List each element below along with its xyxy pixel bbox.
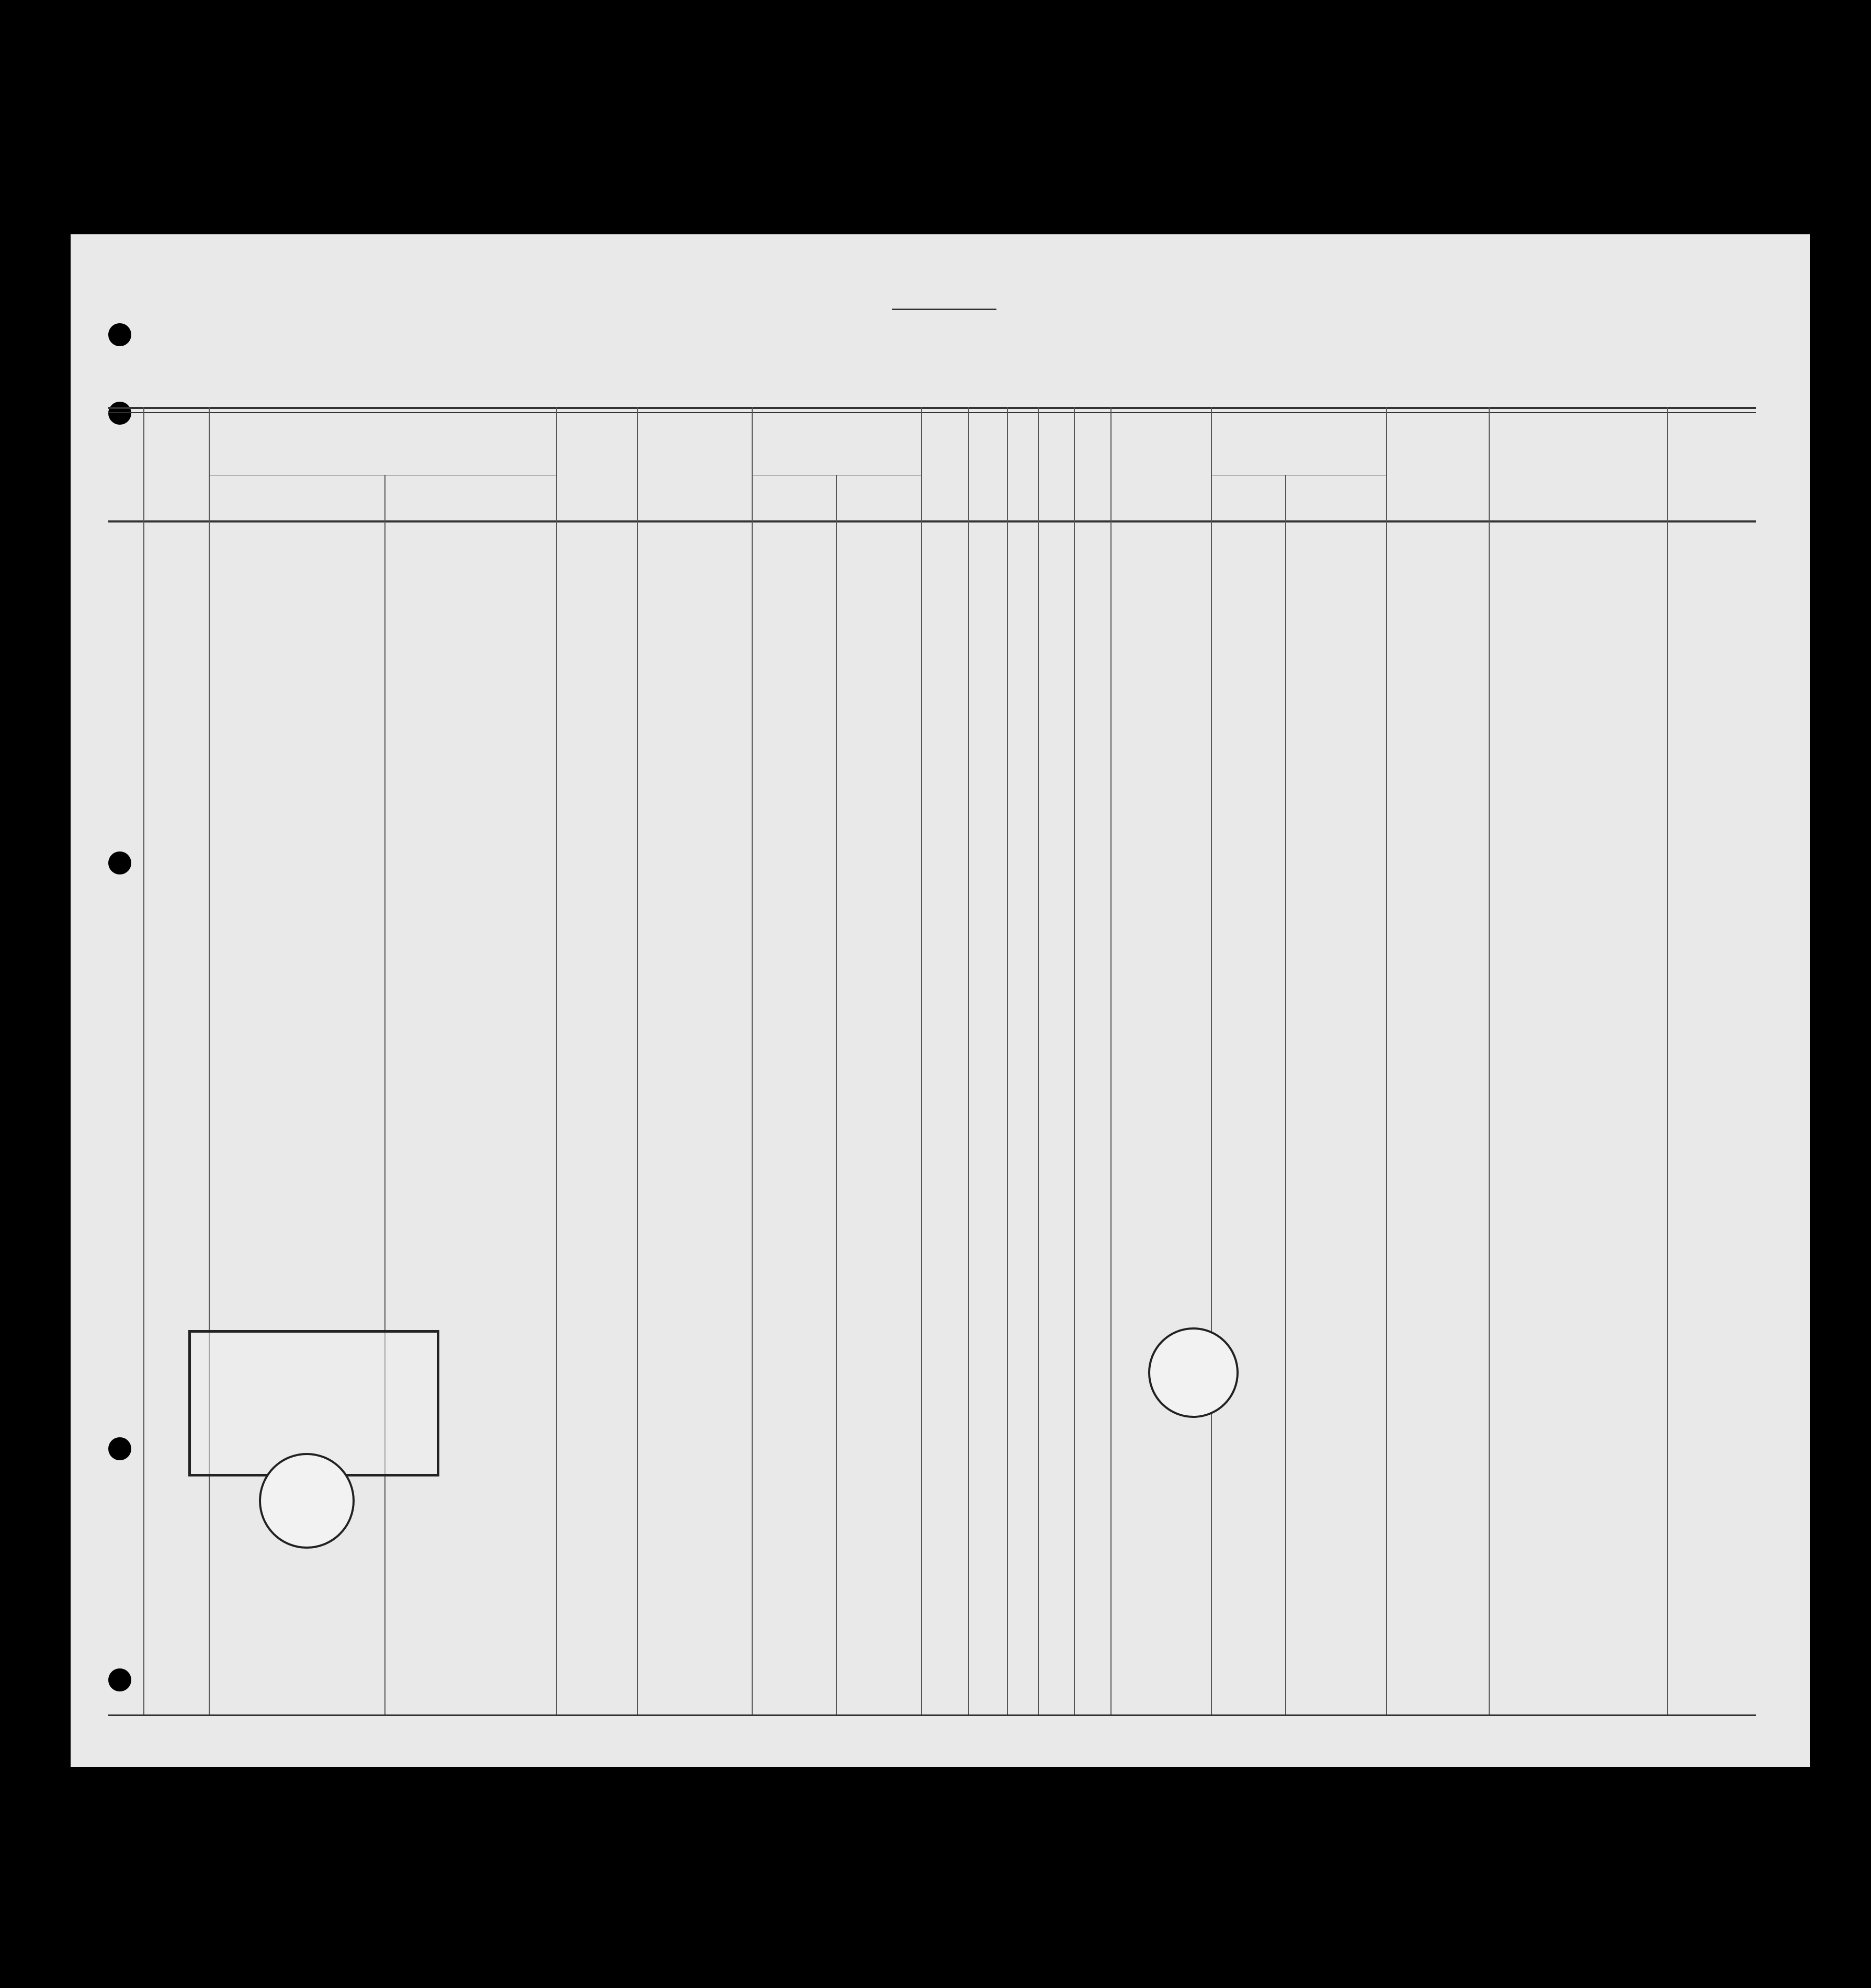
table-top-rule bbox=[108, 407, 1756, 409]
table-bottom-rule bbox=[108, 1714, 1756, 1716]
title-underline bbox=[892, 309, 996, 310]
punch-hole bbox=[108, 323, 131, 346]
table-top-rule-2 bbox=[108, 412, 1756, 413]
punch-hole bbox=[108, 402, 131, 425]
port-canal-zone-seal bbox=[1148, 1327, 1239, 1418]
header-bottom-rule bbox=[108, 520, 1756, 522]
punch-hole bbox=[108, 851, 131, 874]
quarantine-stamp bbox=[1431, 1233, 1788, 1475]
punch-hole bbox=[108, 1668, 131, 1691]
manifest-sheet bbox=[71, 234, 1810, 1767]
canal-zone-seal-left bbox=[259, 1453, 355, 1549]
punch-hole bbox=[108, 1437, 131, 1460]
